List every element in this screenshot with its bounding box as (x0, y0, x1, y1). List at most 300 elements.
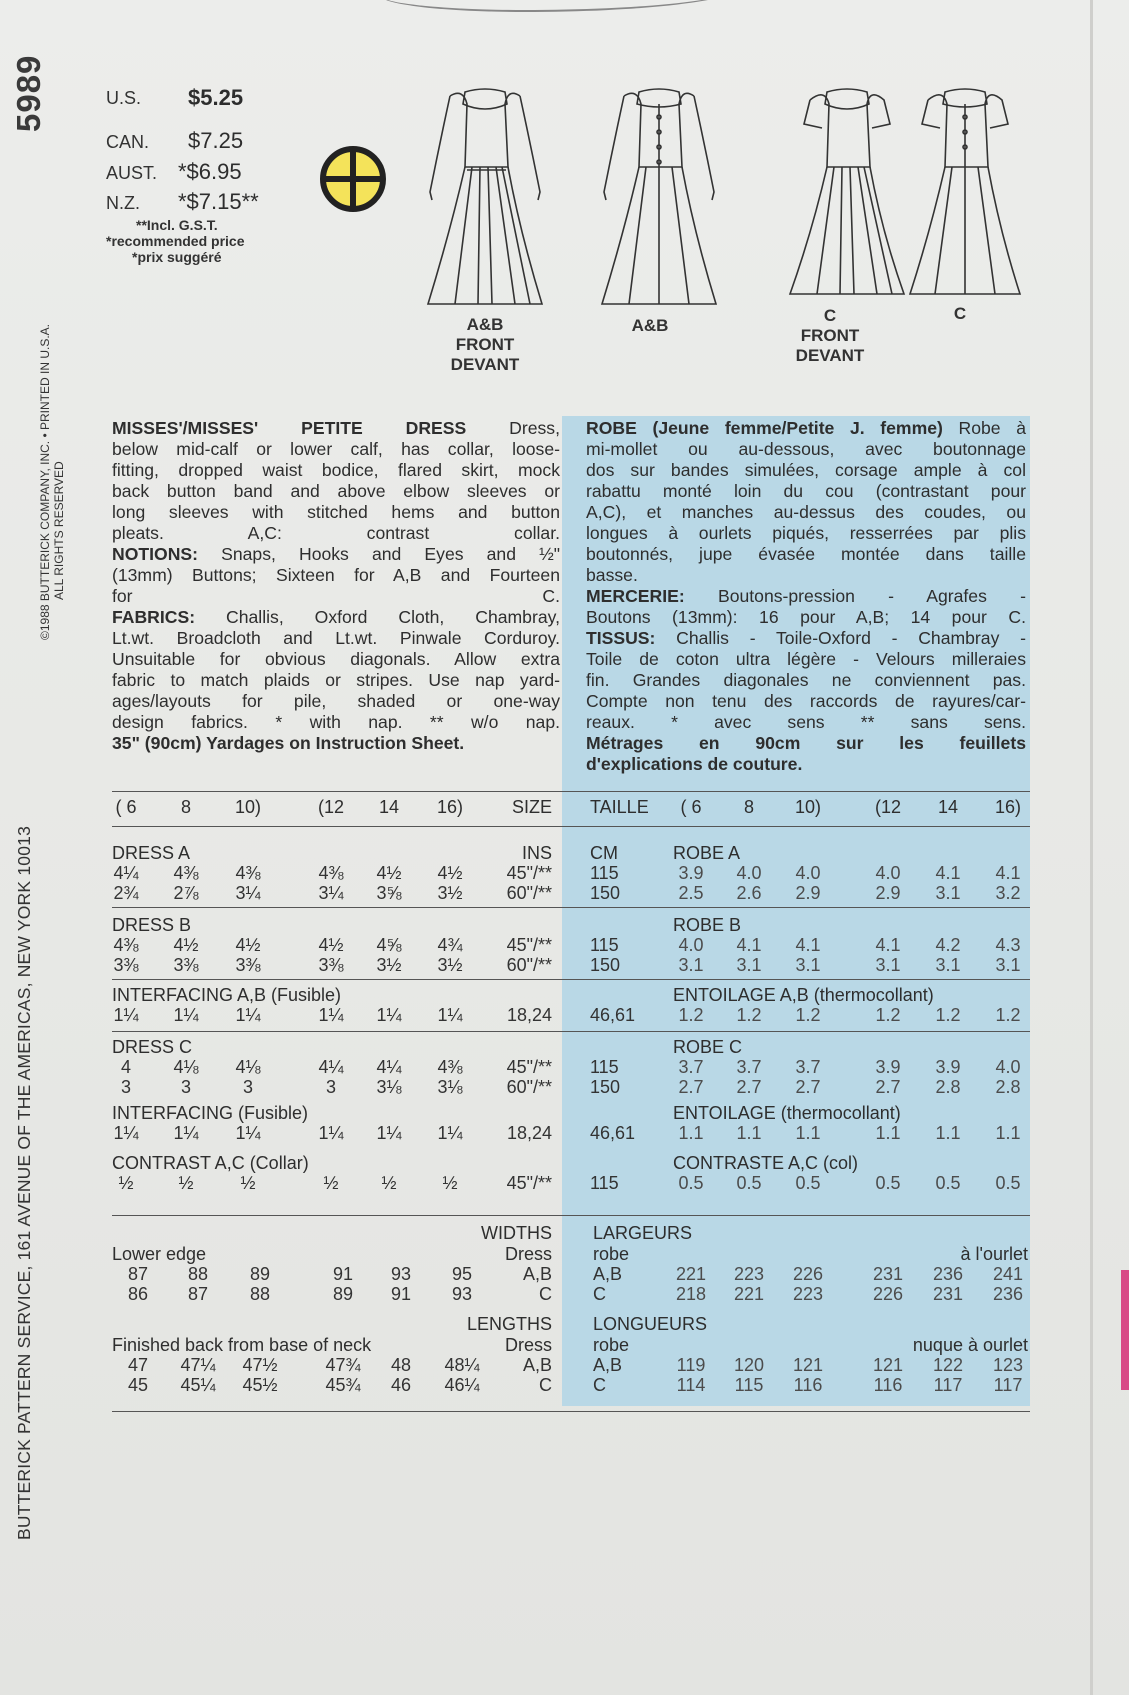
yardage-cell-fr: 3.2 (995, 883, 1021, 903)
yardage-cell-fr: 3.7 (736, 1057, 762, 1077)
lengths-cell: 48 (390, 1355, 412, 1375)
widths-cell: 88 (249, 1284, 271, 1304)
yardage-cell-fr: 4.0 (875, 863, 901, 883)
french-line: d'explications de couture. (586, 754, 803, 774)
size-label: SIZE (511, 797, 552, 817)
price-value-us: $5.25 (188, 85, 244, 110)
lengths-cell-fr: 121 (872, 1355, 904, 1375)
lengths-subtitle: Finished back from base of neck (112, 1335, 372, 1355)
french-line: Toile de coton ultra légère - Velours milleraies (586, 649, 1026, 669)
lengths-dress-label: Dress (504, 1335, 552, 1355)
yardage-title-fr: ENTOILAGE A,B (thermocollant) (673, 985, 934, 1005)
widths-title: WIDTHS (481, 1223, 552, 1243)
fabric-width-in: 18,24 (506, 1123, 552, 1143)
lengths-robe-label: robe (593, 1335, 630, 1355)
taille-header-cell: 8 (743, 797, 755, 817)
yardage-cell: ½ (118, 1173, 134, 1193)
widths-cell: 91 (390, 1284, 412, 1304)
yardage-cell-fr: 2.7 (736, 1077, 762, 1097)
widths-robe-label: robe (593, 1244, 630, 1264)
fabric-width-in: 60"/** (506, 955, 552, 975)
french-line: Métrages en 90cm sur les feuillets (586, 733, 1026, 753)
yardage-cell-fr: 1.1 (995, 1123, 1021, 1143)
fabric-width-in: 60"/** (506, 883, 552, 903)
yardage-cell: 4½ (318, 935, 344, 955)
widths-cell: 93 (451, 1284, 473, 1304)
petite-symbol-icon (318, 144, 388, 214)
envelope-flap-edge (380, 0, 740, 12)
fabric-width-in: 45"/** (506, 935, 552, 955)
yardage-cell: 3⅛ (376, 1077, 402, 1097)
lengths-cell: 46 (390, 1375, 412, 1395)
yardage-cell-fr: 3.1 (995, 955, 1021, 975)
french-line: A,C), et manches au-dessus des coudes, ou (586, 502, 1026, 522)
yardage-cell: 3½ (437, 883, 463, 903)
size-header-cell: 10) (234, 797, 262, 817)
lengths-view: A,B (522, 1355, 552, 1375)
lengths-title-fr: LONGUEURS (593, 1314, 708, 1334)
yardage-cell-fr: 3.9 (935, 1057, 961, 1077)
yardage-cell: 1¼ (376, 1123, 402, 1143)
yardage-cell: 3½ (376, 955, 402, 975)
widths-title-fr: LARGEURS (593, 1223, 693, 1243)
table-divider (112, 907, 1030, 908)
lengths-cell: 48¼ (444, 1355, 480, 1375)
lengths-title: LENGTHS (466, 1314, 552, 1334)
widths-cell: 95 (451, 1264, 473, 1284)
yardage-cell-fr: 4.0 (795, 863, 821, 883)
yardage-cell-fr: 1.2 (995, 1005, 1021, 1025)
lengths-cell-fr: 119 (676, 1355, 706, 1375)
french-line: TISSUS: Challis - Toile-Oxford - Chambray - (586, 628, 1026, 648)
yardage-cell: 4½ (376, 863, 402, 883)
widths-cell-fr: 218 (675, 1284, 707, 1304)
pink-edge-mark (1121, 1270, 1129, 1390)
lengths-cell-fr: 116 (793, 1375, 823, 1395)
widths-cell: 87 (127, 1264, 149, 1284)
lengths-cell-fr: 121 (792, 1355, 824, 1375)
yardage-cell-fr: 1.2 (795, 1005, 821, 1025)
yardage-cell-fr: 4.1 (995, 863, 1021, 883)
english-line: ages/layouts for pile, shaded or one-way (112, 691, 560, 711)
copyright-line-2: ALL RIGHTS RESERVED (52, 461, 66, 600)
yardage-title: DRESS A (112, 843, 191, 863)
yardage-cell: 3⅜ (318, 955, 344, 975)
yardage-cell: 3 (120, 1077, 132, 1097)
yardage-cell: 1¼ (113, 1123, 139, 1143)
lengths-cell: 45½ (242, 1375, 278, 1395)
yardage-cell: 1¼ (437, 1005, 463, 1025)
yardage-cell-fr: 2.8 (995, 1077, 1021, 1097)
fabric-width-in: 45"/** (506, 1173, 552, 1193)
yardage-cell: ½ (240, 1173, 256, 1193)
price-value-aust: *$6.95 (178, 159, 242, 184)
price-label-can: CAN. (106, 132, 150, 152)
lengths-view-fr: C (593, 1375, 606, 1395)
yardage-cell: ½ (178, 1173, 194, 1193)
english-line: (13mm) Buttons; Sixteen for A,B and Fourteen (112, 565, 560, 585)
yardage-cell: 3 (325, 1077, 337, 1097)
price-label-aust: AUST. (106, 163, 158, 183)
yardage-title: DRESS C (112, 1037, 193, 1057)
yardage-cell-fr: 4.1 (736, 935, 762, 955)
yardage-cell: 1¼ (235, 1123, 261, 1143)
yardage-cell: 3⅜ (173, 955, 199, 975)
price-value-nz: *$7.15** (178, 189, 259, 214)
figure-label-line: A&B (466, 315, 504, 334)
yardage-cell-fr: 3.9 (875, 1057, 901, 1077)
figure-label-ab-back (610, 316, 690, 336)
yardage-cell-fr: 1.1 (795, 1123, 821, 1143)
lengths-view-fr: A,B (593, 1355, 623, 1375)
yardage-cell-fr: 1.2 (736, 1005, 762, 1025)
yardage-cell-fr: 3.9 (678, 863, 704, 883)
figure-label-line: A&B (631, 316, 669, 335)
yardage-cell: 4¾ (437, 935, 463, 955)
lengths-cell-fr: 116 (873, 1375, 903, 1395)
yardage-cell: 1¼ (173, 1123, 199, 1143)
lengths-cell-fr: 123 (992, 1355, 1024, 1375)
taille-header-cell: 14 (937, 797, 959, 817)
yardage-cell: 4⅜ (113, 935, 139, 955)
french-line: reaux. * avec sens ** sans sens. (586, 712, 1026, 732)
yardage-cell: 4⅛ (235, 1057, 261, 1077)
yardage-cell-fr: 1.1 (736, 1123, 762, 1143)
table-divider (112, 1215, 1030, 1216)
unit-cm: CM (590, 843, 618, 863)
english-line: design fabrics. * with nap. ** w/o nap. (112, 712, 560, 732)
yardage-cell: 4½ (437, 863, 463, 883)
yardage-cell-fr: 3.1 (678, 955, 704, 975)
lengths-cell: 45¼ (180, 1375, 216, 1395)
widths-cell-fr: 226 (792, 1264, 824, 1284)
pattern-number: 5989 (10, 54, 47, 132)
widths-cell-fr: 223 (733, 1264, 765, 1284)
fabric-width-cm: 150 (590, 955, 621, 975)
yardage-cell-fr: 0.5 (995, 1173, 1021, 1193)
table-divider (112, 1411, 1030, 1412)
yardage-cell: 4⅝ (376, 935, 402, 955)
lengths-cell: 47¾ (325, 1355, 361, 1375)
dress-figure-c-back (905, 82, 1025, 302)
fabric-width-cm: 46,61 (590, 1005, 636, 1025)
english-line: back button band and above elbow sleeves or (112, 481, 560, 501)
yardage-cell-fr: 1.1 (875, 1123, 901, 1143)
price-label-us: U.S. (106, 88, 142, 108)
taille-header-cell: 10) (794, 797, 822, 817)
figure-label-line: FRONT (455, 335, 515, 354)
yardage-cell-fr: 0.5 (935, 1173, 961, 1193)
french-line: mi-mollet ou au-dessous, avec boutonnage (586, 439, 1026, 459)
yardage-cell: 2¾ (113, 883, 139, 903)
figure-label-c-back (940, 304, 980, 324)
yardage-cell: 3¼ (235, 883, 261, 903)
yardage-cell-fr: 2.9 (795, 883, 821, 903)
yardage-cell-fr: 2.5 (678, 883, 704, 903)
lengths-subtitle-fr: nuque à ourlet (912, 1335, 1028, 1355)
yardage-cell-fr: 1.1 (935, 1123, 961, 1143)
table-divider (112, 791, 1030, 792)
yardage-cell-fr: 4.2 (935, 935, 961, 955)
dress-figure-ab-back (584, 82, 734, 312)
french-line: basse. (586, 565, 638, 585)
taille-header-cell: (12 (874, 797, 902, 817)
widths-cell: 91 (332, 1264, 354, 1284)
fabric-width-cm: 150 (590, 1077, 621, 1097)
table-divider (112, 979, 1030, 980)
figure-label-line: DEVANT (450, 355, 520, 374)
yardage-cell-fr: 2.7 (795, 1077, 821, 1097)
yardage-cell: 1¼ (173, 1005, 199, 1025)
lengths-cell: 46¼ (444, 1375, 480, 1395)
fabric-width-in: 18,24 (506, 1005, 552, 1025)
fabric-width-in: 60"/** (506, 1077, 552, 1097)
english-line: long sleeves with stitched hems and button (112, 502, 560, 522)
copyright-notice (38, 324, 66, 640)
fabric-width-cm: 115 (590, 1173, 619, 1193)
english-line: Unsuitable for obvious diagonals. Allow extra (112, 649, 560, 669)
lengths-view: C (539, 1375, 552, 1395)
yardage-cell-fr: 2.8 (935, 1077, 961, 1097)
taille-header-cell: ( 6 (680, 797, 702, 817)
yardage-title-fr: ROBE C (673, 1037, 743, 1057)
yardage-cell: ½ (442, 1173, 458, 1193)
widths-cell: 93 (390, 1264, 412, 1284)
widths-cell: 86 (127, 1284, 149, 1304)
figure-label-line: FRONT (800, 326, 860, 345)
yardage-cell-fr: 0.5 (736, 1173, 762, 1193)
price-value-can: $7.25 (188, 128, 244, 153)
yardage-cell-fr: 4.3 (995, 935, 1021, 955)
publisher-address: BUTTERICK PATTERN SERVICE, 161 AVENUE OF THE AMERICAS, NEW YORK 10013 (14, 826, 34, 1540)
yardage-cell-fr: 2.7 (875, 1077, 901, 1097)
yardage-cell: 4⅛ (173, 1057, 199, 1077)
yardage-cell-fr: 4.0 (995, 1057, 1021, 1077)
widths-cell-fr: 221 (675, 1264, 707, 1284)
fabric-width-in: 45"/** (506, 1057, 552, 1077)
yardage-cell: ½ (323, 1173, 339, 1193)
yardage-cell-fr: 3.1 (935, 883, 961, 903)
figure-label-c-front (775, 306, 885, 366)
yardage-title: CONTRAST A,C (Collar) (112, 1153, 309, 1173)
widths-cell: 88 (187, 1264, 209, 1284)
yardage-cell: 1¼ (376, 1005, 402, 1025)
lengths-cell: 45 (127, 1375, 149, 1395)
yardage-cell: 3½ (437, 955, 463, 975)
fabric-width-cm: 115 (590, 935, 619, 955)
yardage-cell: ½ (381, 1173, 397, 1193)
yardage-cell: 4⅜ (318, 863, 344, 883)
size-header-cell: 14 (378, 797, 400, 817)
english-line: below mid-calf or lower calf, has collar, loose- (112, 439, 560, 459)
figure-label-line: DEVANT (795, 346, 865, 365)
lengths-cell: 45¾ (325, 1375, 361, 1395)
lengths-cell-fr: 115 (734, 1375, 764, 1395)
french-line: longues à ourlets piqués, resserrées par plis (586, 523, 1026, 543)
lengths-cell-fr: 117 (933, 1375, 963, 1395)
yardage-cell-fr: 2.6 (736, 883, 762, 903)
yardage-cell: 1¼ (113, 1005, 139, 1025)
yardage-cell: 4⅜ (235, 863, 261, 883)
dress-figure-c-front (772, 82, 922, 302)
fabric-width-cm: 150 (590, 883, 621, 903)
figure-label-line: C (953, 304, 967, 323)
french-line: rabattu monté loin du cou (contrastant pour (586, 481, 1026, 501)
yardage-cell: 4¼ (376, 1057, 402, 1077)
widths-cell-fr: 236 (992, 1284, 1024, 1304)
yardage-cell-fr: 3.1 (935, 955, 961, 975)
widths-cell-fr: 236 (932, 1264, 964, 1284)
table-divider (112, 1031, 1030, 1032)
yardage-cell: 2⅞ (173, 883, 199, 903)
yardage-cell: 3 (242, 1077, 254, 1097)
yardage-cell-fr: 3.7 (678, 1057, 704, 1077)
yardage-cell: 4⅜ (437, 1057, 463, 1077)
yardage-cell: 1¼ (235, 1005, 261, 1025)
yardage-cell-fr: 4.1 (795, 935, 821, 955)
price-note-suggere: *prix suggéré (132, 249, 222, 265)
size-header-cell: (12 (317, 797, 345, 817)
fabric-width-cm: 115 (590, 1057, 619, 1077)
yardage-cell-fr: 3.1 (795, 955, 821, 975)
lengths-cell-fr: 120 (733, 1355, 765, 1375)
yardage-title-fr: ENTOILAGE (thermocollant) (673, 1103, 901, 1123)
price-label-nz: N.Z. (106, 193, 140, 213)
yardage-cell: 3⅛ (437, 1077, 463, 1097)
yardage-cell-fr: 3.7 (795, 1057, 821, 1077)
widths-cell-fr: 231 (872, 1264, 904, 1284)
copyright-line-1: ©1988 BUTTERICK COMPANY, INC. • PRINTED IN U.S.A. (38, 324, 52, 640)
yardage-cell-fr: 2.7 (678, 1077, 704, 1097)
yardage-cell-fr: 3.1 (736, 955, 762, 975)
yardage-cell: 4¼ (318, 1057, 344, 1077)
english-line: for C. (112, 586, 560, 606)
french-line: boutonnés, jupe évasée montée dans taille (586, 544, 1026, 564)
yardage-title-fr: CONTRASTE A,C (col) (673, 1153, 859, 1173)
yardage-cell: 3¼ (318, 883, 344, 903)
yardage-title-fr: ROBE A (673, 843, 741, 863)
table-divider (112, 826, 1030, 827)
size-header-cell: 16) (436, 797, 464, 817)
taille-header-cell: 16) (994, 797, 1022, 817)
yardage-cell: 3⅝ (376, 883, 402, 903)
yardage-title: INTERFACING (Fusible) (112, 1103, 309, 1123)
english-line: 35" (90cm) Yardages on Instruction Sheet. (112, 733, 465, 753)
english-line: fitting, dropped waist bodice, flared skirt, mock (112, 460, 560, 480)
lengths-cell: 47¼ (180, 1355, 216, 1375)
price-note-recommended: *recommended price (106, 233, 245, 249)
yardage-cell-fr: 0.5 (795, 1173, 821, 1193)
yardage-cell: 4 (120, 1057, 132, 1077)
lengths-cell-fr: 114 (676, 1375, 706, 1395)
english-line: pleats. A,C: contrast collar. (112, 523, 560, 543)
widths-cell-fr: 241 (992, 1264, 1024, 1284)
widths-cell: 89 (249, 1264, 271, 1284)
widths-cell-fr: 226 (872, 1284, 904, 1304)
yardage-cell-fr: 2.9 (875, 883, 901, 903)
yardage-cell-fr: 4.0 (736, 863, 762, 883)
lengths-cell-fr: 117 (993, 1375, 1023, 1395)
english-line: Lt.wt. Broadcloth and Lt.wt. Pinwale Corduroy. (112, 628, 560, 648)
fabric-width-in: 45"/** (506, 863, 552, 883)
widths-subtitle-fr: à l'ourlet (960, 1244, 1028, 1264)
yardage-cell: 3⅜ (235, 955, 261, 975)
french-line: fin. Grandes diagonales ne conviennent pas. (586, 670, 1026, 690)
french-line: dos sur bandes simulées, corsage ample à col (586, 460, 1026, 480)
fabric-width-cm: 115 (590, 863, 619, 883)
yardage-cell-fr: 1.2 (935, 1005, 961, 1025)
english-line: MISSES'/MISSES' PETITE DRESS Dress, (112, 418, 560, 438)
widths-subtitle: Lower edge (112, 1244, 207, 1264)
yardage-cell-fr: 4.1 (935, 863, 961, 883)
widths-cell-fr: 221 (733, 1284, 765, 1304)
widths-cell-fr: 231 (932, 1284, 964, 1304)
unit-ins: INS (521, 843, 552, 863)
yardage-cell-fr: 0.5 (678, 1173, 704, 1193)
widths-cell: 89 (332, 1284, 354, 1304)
widths-cell-fr: 223 (792, 1284, 824, 1304)
yardage-cell-fr: 4.1 (875, 935, 901, 955)
lengths-cell: 47 (127, 1355, 149, 1375)
yardage-title: DRESS B (112, 915, 192, 935)
widths-view: A,B (522, 1264, 552, 1284)
size-header-cell: 8 (180, 797, 192, 817)
widths-cell: 87 (187, 1284, 209, 1304)
english-line: NOTIONS: Snaps, Hooks and Eyes and ½" (112, 544, 560, 564)
french-line: MERCERIE: Boutons-pression - Agrafes - (586, 586, 1026, 606)
size-header-cell: ( 6 (115, 797, 137, 817)
figure-label-ab-front (430, 315, 540, 375)
yardage-cell: 4½ (235, 935, 261, 955)
yardage-cell-fr: 4.0 (678, 935, 704, 955)
yardage-cell: 1¼ (318, 1005, 344, 1025)
widths-view: C (539, 1284, 552, 1304)
yardage-cell-fr: 0.5 (875, 1173, 901, 1193)
french-line: Boutons (13mm): 16 pour A,B; 14 pour C. (586, 607, 1026, 627)
english-line: fabric to match plaids or stripes. Use nap yard- (112, 670, 560, 690)
price-note-gst: **Incl. G.S.T. (136, 217, 218, 233)
french-description (586, 418, 1026, 775)
yardage-title-fr: ROBE B (673, 915, 742, 935)
yardage-cell: 1¼ (437, 1123, 463, 1143)
yardage-title: INTERFACING A,B (Fusible) (112, 985, 342, 1005)
yardage-cell-fr: 1.2 (678, 1005, 704, 1025)
yardage-cell: 3 (180, 1077, 192, 1097)
taille-label: TAILLE (590, 797, 649, 817)
french-line: ROBE (Jeune femme/Petite J. femme) Robe à (586, 418, 1027, 438)
lengths-cell-fr: 122 (932, 1355, 964, 1375)
figure-label-line: C (823, 306, 837, 325)
french-line: Compte non tenu des raccords de rayures/car- (586, 691, 1026, 711)
english-line: FABRICS: Challis, Oxford Cloth, Chambray, (112, 607, 560, 627)
widths-view-fr: C (593, 1284, 606, 1304)
yardage-cell: 4⅜ (173, 863, 199, 883)
fabric-width-cm: 46,61 (590, 1123, 636, 1143)
yardage-cell: 4½ (173, 935, 199, 955)
widths-dress-label: Dress (504, 1244, 552, 1264)
yardage-cell: 3⅜ (113, 955, 139, 975)
yardage-cell-fr: 1.2 (875, 1005, 901, 1025)
english-description (112, 418, 560, 754)
dress-figure-ab-front (410, 82, 560, 312)
envelope-edge (1090, 0, 1093, 1695)
lengths-cell: 47½ (242, 1355, 278, 1375)
yardage-cell: 4¼ (113, 863, 139, 883)
widths-view-fr: A,B (593, 1264, 623, 1284)
yardage-cell-fr: 3.1 (875, 955, 901, 975)
yardage-cell: 1¼ (318, 1123, 344, 1143)
yardage-cell-fr: 1.1 (678, 1123, 704, 1143)
